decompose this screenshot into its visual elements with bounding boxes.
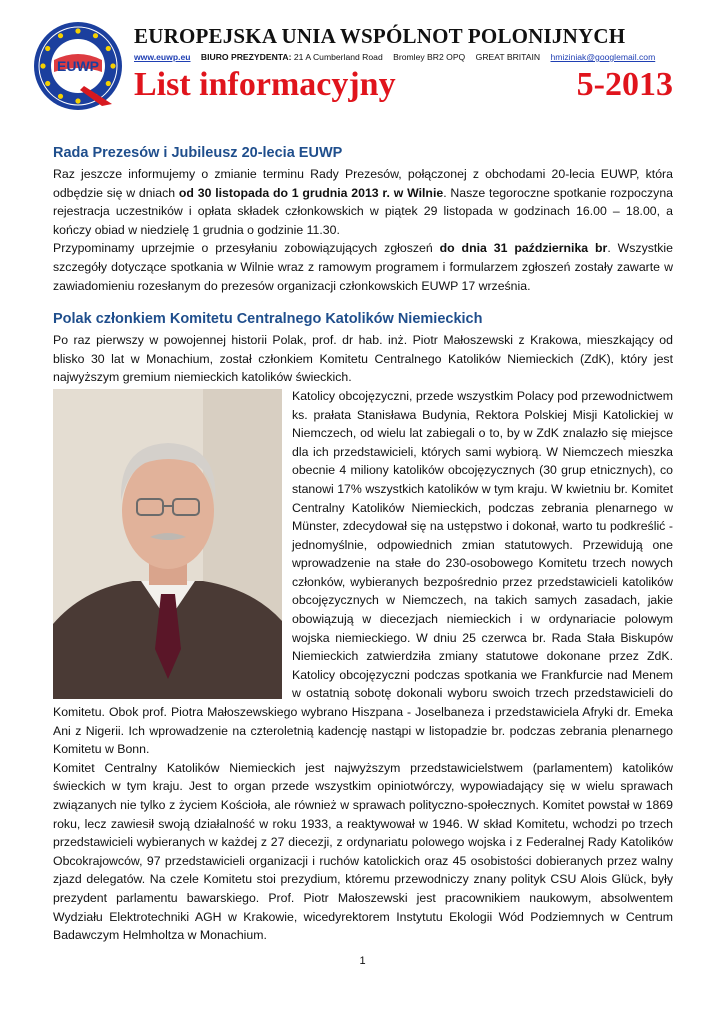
organization-name: EUROPEJSKA UNIA WSPÓLNOT POLONIJNYCH xyxy=(134,24,626,48)
office-label: BIURO PREZYDENTA: xyxy=(200,52,292,62)
text-run: . Nasze tegoroczne spotkanie rozpoczyna rejestracja uczestników i opłata składek członkowskich w piątek 29 listopada w godzinach 16.00 – 18.00, a kończy obiad w niedzielę 1 grudnia o godzinie 11.30. xyxy=(53,185,673,237)
issue-number: 5-2013 xyxy=(576,66,673,103)
bold-deadline: do dnia 31 października br xyxy=(439,241,608,256)
email-link[interactable]: hmiziniak@googlemail.com xyxy=(550,52,656,62)
section2-heading: Polak członkiem Komitetu Centralnego Katolików Niemieckich xyxy=(53,311,483,328)
section-committee xyxy=(53,310,673,945)
page-number: 1 xyxy=(359,955,366,967)
office-address: 21 A Cumberland Road xyxy=(293,52,383,62)
section1-paragraph1 xyxy=(53,165,673,239)
section-board-meeting xyxy=(53,144,673,295)
section2-body2: Komitet Centralny Katolików Niemieckich jest najwyższym przedstawicielstwem (parlamentem) katolików świeckich w tym kraju. Jest to organ przede wszystkim opiniotwórczy, wypowiadający się w wielu sprawach związanych nie tylko z życiem Kościoła, ale również w sprawach polityczno-społecznych. Komitet powstał w 1869 roku, lecz zawiesił swoją działalność w roku 1933, a reaktywował w 1946. W skład Komitetu, wchodzi po trzech przedstawicieli wybieranych w każdej z 27 diecezji, z ordynariatu polowego wojska i z Federalnej Rady Katolików Obcokrajowców, 97 przedstawicieli organizacji i ruchów katolickich oraz 45 osobistości dobieranych przez walny zjazd delegatów. Na czele Komitetu stoi prezydium, któremu przewodniczy znany polityk CSU Alois Glück, były prezydent parlamentu bawarskiego. Prof. Piotr Małoszewski jest pracownikiem naukowym, absolwentem Wydziału Elektrotechniki AGH w Krakowie, wicedyrektorem Instytutu Ekologii Wód Podziemnych w Centrum Badawczym Helmholtza w Monachium. xyxy=(53,760,673,943)
bold-dates: od 30 listopada do 1 grudnia 2013 r. w Wilnie xyxy=(178,185,444,200)
section2-body1: Katolicy obcojęzyczni, przede wszystkim Polacy pod przewodnictwem ks. prałata Stanisława Budynia, Rektora Polskiej Misji Katolickiej w Niemczech, od wielu lat zabiegali o to, by w ZdK znalazło się miejsce dla ich przedstawicieli, których sami wybiorą. W Niemczech mieszka obecnie 4 miliony katolików obcojęzycznych (30 grup etnicznych), co stanowi 17% wszystkich katolików w tym kraju. W kwietniu br. Komitet Centralny Katolików Niemieckich, podczas zebrania plenarnego w Münster, zdecydował się na ustępstwo i dokonał, warto tu podkreślić - jednomyślnie, odpowiednich zmian statutowych. Przewidują one wprowadzenie na stałe do 230-osobowego Komitetu trzech nowych członków, wybieranych bezpośrednio przez przedstawicieli katolików obcojęzycznych w Niemczech, na takich samych zasadach, jakie obowiązują w diecezjach niemieckich i w ordynariacie polowym wojska niemieckiego. W dniu 25 czerwca br. Rada Stała Biskupów Niemieckich zatwierdziła zmiany statutowe dokonane przez ZdK. Katolicy obcojęzyczni podczas spotkania we Frankfurcie nad Menem w ostatnią sobotę dokonali wyboru swoich trzech przedstawicieli do Komitetu. Obok prof. Piotra Małoszewskiego wybrano Hiszpana - Joselbaneza i przedstawiciela Afryki dr. Emeka Ani z Nigerii. Ich wprowadzenie na czteroletnią kadencję nastąpi w listopadzie br. podczas zebrania plenarnego Komitetu w Bonn. xyxy=(53,388,673,757)
text-run: . Wszystkie szczegóły dotyczące spotkania w Wilnie wraz z ramowym programem i formularzem zgłoszeń zostały zawarte w zawiadomieniu rozesłanym do prezesów organizacji członkowskich EUWP 17 września. xyxy=(53,241,674,293)
office-country: GREAT BRITAIN xyxy=(475,52,541,62)
office-city: Bromley BR2 OPQ xyxy=(393,52,466,62)
portrait-photo xyxy=(53,389,282,699)
logo-text: EUWP xyxy=(57,58,99,74)
article-content xyxy=(53,144,673,945)
website-link[interactable]: www.euwp.eu xyxy=(134,52,191,62)
section2-intro: Po raz pierwszy w powojennej historii Polak, prof. dr hab. inż. Piotr Małoszewski z Krakowa, mieszkający od blisko 30 lat w Monachium, został członkiem Komitetu Centralnego Katolików Niemieckich (ZdK), który jest najwyższym gremium niemieckich katolików świeckich. xyxy=(53,333,673,385)
section1-heading: Rada Prezesów i Jubileusz 20-lecia EUWP xyxy=(53,145,343,161)
contact-line xyxy=(134,52,684,62)
section1-paragraph2 xyxy=(53,239,673,295)
newsletter-title: List informacyjny xyxy=(134,66,396,103)
euwp-logo xyxy=(32,20,124,112)
text-run: Przypominamy uprzejmie o przesyłaniu zobowiązujących zgłoszeń xyxy=(53,241,440,256)
text-run: Raz jeszcze informujemy o zmianie terminu Rady Prezesów, połączonej z obchodami 20-lecia EUWP, która odbędzie się w dniach xyxy=(53,167,673,200)
